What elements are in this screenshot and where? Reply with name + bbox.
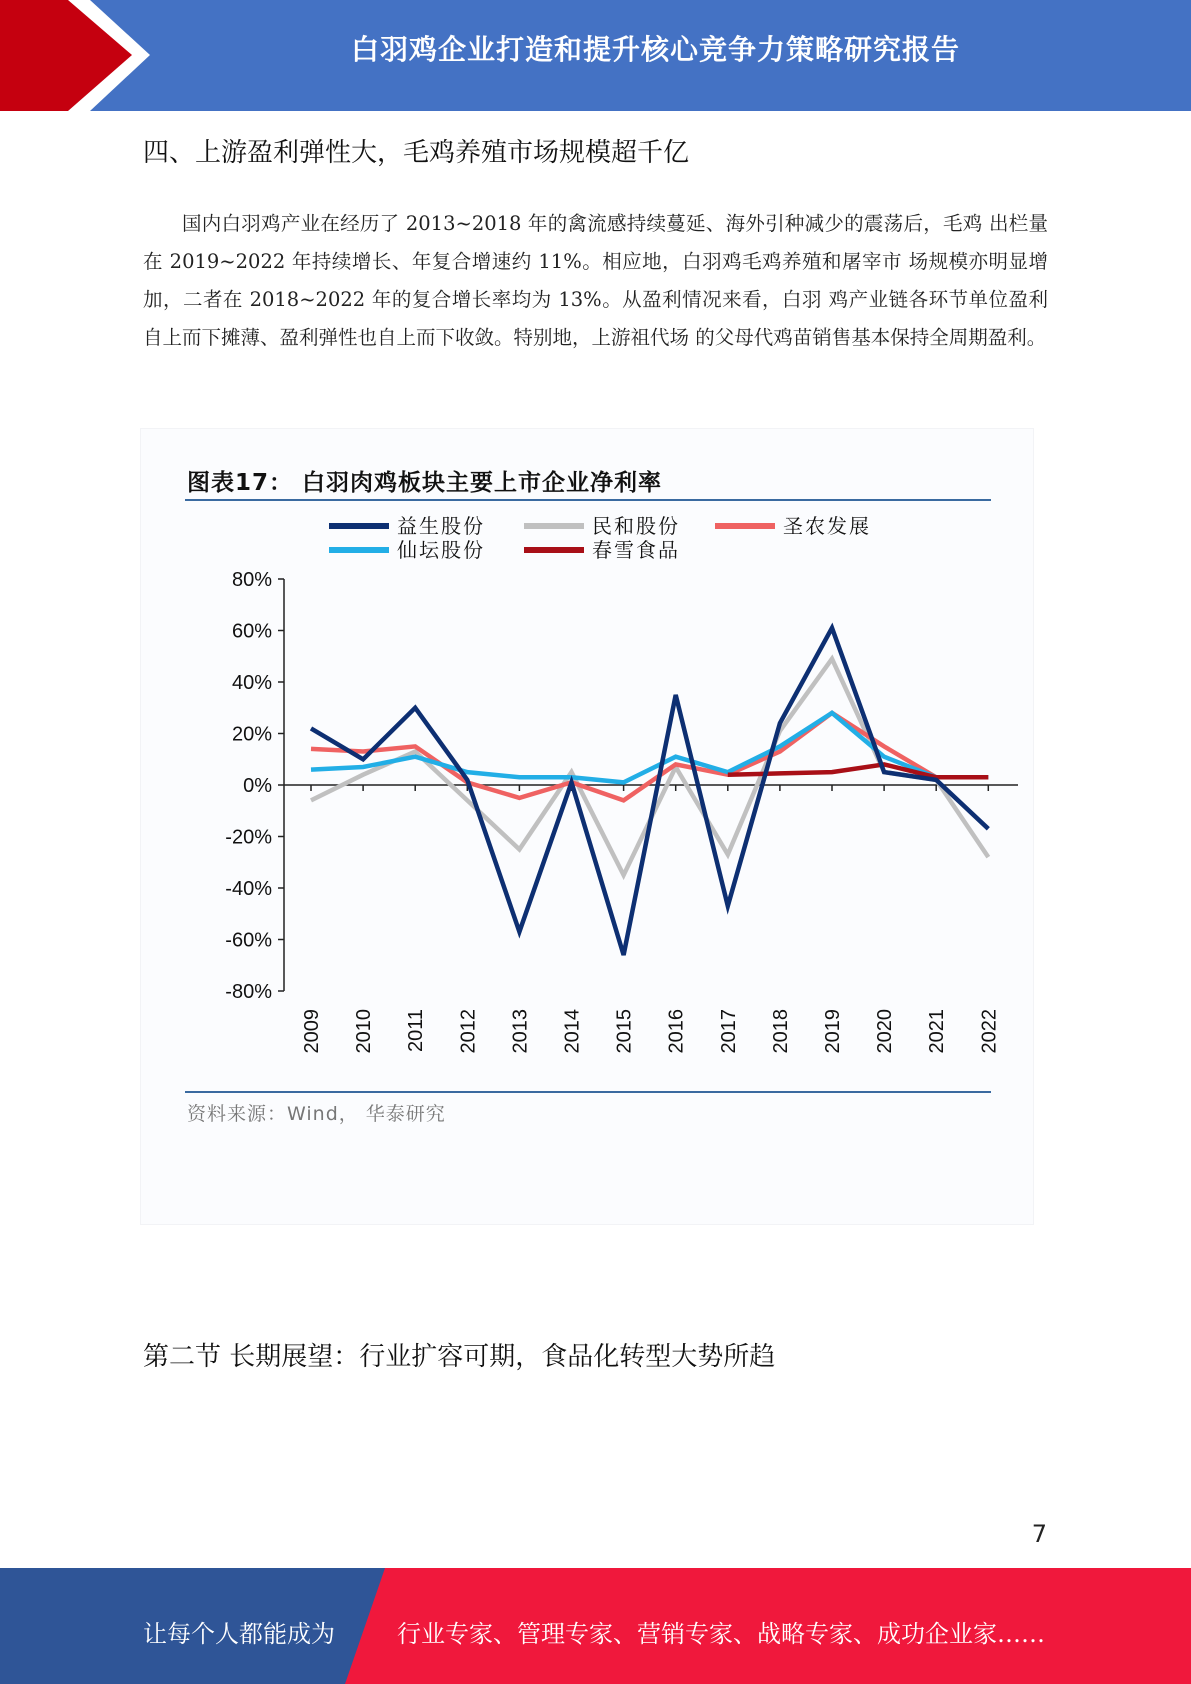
body-paragraph: 国内白羽鸡产业在经历了 2013~2018 年的禽流感持续蔓延、海外引种减少的震荡后，毛鸡 出栏量在 2019~2022 年持续增长、年复合增速约 11%。相应地，白羽鸡毛鸡养殖和屠宰市 场规模亦明显增加，二者在 2018~2022 年的复合增长率均为 13%。从盈利情况来看，白羽 鸡产业链各环节单位盈利自上而下摊薄、盈利弹性也自上而下收敛。特别地，上游祖代场 的父母代鸡苗销售基本保持全周期盈利。 [143, 212, 1048, 349]
legend-label-3: 仙坛股份 [397, 538, 485, 562]
report-title: 白羽鸡企业打造和提升核心竞争力策略研究报告 [350, 33, 960, 66]
y-tick-label: -60% [225, 929, 272, 952]
x-tick-label: 2020 [874, 1009, 897, 1054]
legend-label-1: 民和股份 [592, 514, 680, 538]
figure-title: 图表17： 白羽肉鸡板块主要上市企业净利率 [187, 470, 663, 496]
x-tick-label: 2012 [457, 1009, 480, 1054]
x-tick-label: 2019 [822, 1009, 844, 1054]
page-number: 7 [1031, 1520, 1047, 1548]
y-tick-label: 60% [231, 620, 272, 643]
legend-label-4: 春雪食品 [592, 538, 680, 562]
x-tick-label: 2013 [509, 1009, 532, 1054]
y-tick-label: 80% [231, 569, 272, 591]
y-tick-label: 0% [243, 775, 272, 797]
series-line-0 [311, 628, 988, 955]
x-tick-label: 2011 [405, 1009, 428, 1053]
page-header [0, 0, 1191, 111]
figure-bottom-rule [185, 1091, 991, 1093]
y-tick-label: 40% [231, 672, 272, 694]
x-tick-label: 2015 [613, 1009, 636, 1054]
footer-slogan-right: 行业专家、管理专家、营销专家、战略专家、成功企业家…… [397, 1620, 1045, 1648]
y-tick-label: -20% [225, 826, 272, 849]
figure-source: 资料来源：Wind， 华泰研究 [187, 1103, 446, 1125]
x-tick-label: 2021 [926, 1009, 949, 1054]
section-heading: 四、上游盈利弹性大，毛鸡养殖市场规模超千亿 [143, 138, 690, 168]
net-margin-line-chart [141, 429, 1033, 1089]
x-tick-label: 2017 [717, 1009, 740, 1054]
x-tick-label: 2018 [769, 1009, 792, 1054]
legend-label-2: 圣农发展 [783, 514, 871, 538]
header-arrow-logo [0, 0, 160, 111]
y-tick-label: -80% [225, 981, 272, 1003]
page-footer [0, 1568, 1191, 1684]
footer-slogan-left: 让每个人都能成为 [143, 1620, 335, 1648]
y-tick-label: -40% [225, 878, 272, 900]
x-tick-label: 2010 [353, 1009, 376, 1054]
legend-label-0: 益生股份 [397, 514, 485, 538]
x-tick-label: 2014 [561, 1009, 584, 1054]
x-tick-label: 2016 [665, 1009, 688, 1054]
figure-net-margin [140, 428, 1034, 1225]
x-tick-label: 2009 [301, 1009, 323, 1054]
section2-heading: 第二节 长期展望：行业扩容可期，食品化转型大势所趋 [143, 1342, 776, 1372]
x-tick-label: 2022 [978, 1009, 1001, 1054]
y-tick-label: 20% [231, 723, 272, 746]
